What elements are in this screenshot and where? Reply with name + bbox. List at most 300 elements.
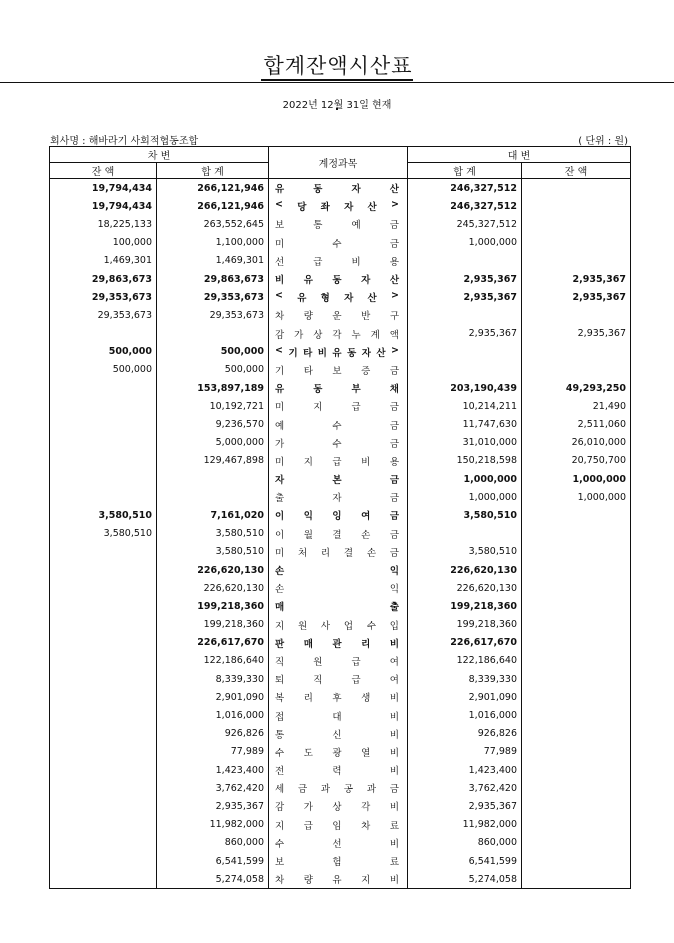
account-char: 과 (320, 784, 331, 796)
account-char: 잉 (332, 511, 342, 523)
credit-total-cell: 199,218,360 (408, 616, 522, 634)
account-char: 가 (303, 802, 313, 814)
credit-balance-cell (522, 306, 631, 324)
debit-total-cell (157, 325, 269, 343)
debit-total-cell: 1,469,301 (215, 255, 264, 267)
debit-total-cell: 11,982,000 (209, 819, 264, 831)
credit-total-cell: 2,935,367 (408, 270, 522, 288)
debit-total-cell: 10,192,721 (209, 400, 264, 412)
credit-total-cell: 1,000,000 (408, 470, 522, 488)
credit-total-cell: 1,016,000 (408, 706, 522, 724)
debit-total-cell: 226,620,130 (203, 582, 264, 594)
account-char: 본 (332, 475, 342, 487)
account-name-cell (269, 525, 408, 543)
debit-balance-cell (50, 670, 157, 688)
account-char: 도 (303, 747, 313, 759)
account-char: 자 (361, 347, 371, 359)
debit-total-cell: 3,762,420 (215, 782, 264, 794)
credit-balance-cell (522, 779, 631, 797)
account-char: 미 (275, 402, 285, 414)
account-char: 금 (389, 365, 399, 377)
account-char: 지 (275, 620, 285, 632)
debit-balance-header: 잔 액 (50, 163, 157, 179)
account-char: 통 (275, 729, 285, 741)
account-char: 보 (275, 857, 285, 869)
debit-total-cell: 226,617,670 (197, 637, 264, 649)
credit-balance-cell (522, 688, 631, 706)
credit-total-cell: 246,327,512 (408, 197, 522, 215)
account-char: 비 (389, 802, 399, 814)
account-name-cell (269, 397, 408, 415)
account-char: 비 (389, 693, 399, 705)
account-name-cell (269, 834, 408, 852)
account-char: 리 (303, 693, 313, 705)
account-char: 비 (389, 838, 399, 850)
debit-balance-cell (50, 743, 157, 761)
account-char: 감 (275, 802, 285, 814)
credit-balance-cell: 26,010,000 (522, 434, 631, 452)
credit-balance-cell (522, 725, 631, 743)
account-char: 미 (275, 456, 285, 468)
account-name-cell (269, 797, 408, 815)
account-char: 비 (389, 747, 399, 759)
credit-balance-cell: 1,000,000 (522, 470, 631, 488)
debit-balance-cell: 100,000 (50, 234, 157, 252)
account-char: 유 (275, 184, 285, 196)
debit-total-cell: 1,423,400 (215, 764, 264, 776)
credit-balance-cell: 2,511,060 (522, 415, 631, 433)
account-char: 료 (389, 857, 399, 869)
credit-total-cell: 246,327,512 (408, 179, 522, 198)
debit-balance-cell: 19,794,434 (50, 197, 157, 215)
account-name-cell (269, 452, 408, 470)
account-char: 료 (389, 820, 399, 832)
credit-total-cell: 77,989 (408, 743, 522, 761)
account-char: 액 (389, 329, 399, 341)
debit-balance-cell: 18,225,133 (50, 215, 157, 233)
credit-balance-cell: 2,935,367 (522, 325, 631, 343)
account-char: 차 (275, 875, 285, 887)
account-char: 판 (275, 638, 285, 650)
account-char: 동 (313, 384, 323, 396)
account-char: 금 (389, 529, 399, 541)
debit-total-cell: 226,620,130 (197, 564, 264, 576)
credit-balance-cell (522, 215, 631, 233)
credit-balance-cell (522, 179, 631, 198)
table-row (50, 616, 631, 634)
account-char: 부 (351, 384, 361, 396)
account-char: 과 (366, 784, 376, 796)
table-row (50, 234, 631, 252)
credit-balance-cell (522, 652, 631, 670)
credit-total-cell: 199,218,360 (408, 597, 522, 615)
account-char: 비 (275, 275, 285, 287)
debit-balance-cell (50, 852, 157, 870)
credit-balance-cell (522, 543, 631, 561)
account-name-cell (269, 215, 408, 233)
debit-total-cell: 129,467,898 (203, 455, 264, 467)
account-char: 반 (361, 311, 371, 323)
credit-balance-cell: 21,490 (522, 397, 631, 415)
account-char: 손 (361, 529, 371, 541)
account-char: 형 (320, 293, 330, 305)
debit-balance-cell (50, 561, 157, 579)
table-row (50, 343, 631, 361)
account-name-cell (269, 434, 408, 452)
credit-balance-header: 잔 액 (522, 163, 631, 179)
account-char: 유 (332, 347, 342, 359)
account-char: 금 (389, 475, 399, 487)
table-row (50, 561, 631, 579)
table-row (50, 379, 631, 397)
account-char: 금 (389, 238, 399, 250)
table-row (50, 397, 631, 415)
account-char: 급 (351, 656, 361, 668)
table-row (50, 452, 631, 470)
account-char: 직 (313, 675, 323, 687)
account-char: 력 (332, 766, 342, 778)
account-char: 세 (275, 784, 285, 796)
debit-total-cell: 153,897,189 (197, 382, 264, 394)
credit-balance-cell (522, 634, 631, 652)
account-char: 매 (303, 638, 313, 650)
account-name-cell (269, 288, 408, 306)
account-char: 수 (332, 420, 342, 432)
table-row (50, 415, 631, 433)
account-char: 임 (332, 820, 342, 832)
account-char: > (390, 290, 399, 302)
account-char: 동 (332, 275, 342, 287)
debit-balance-cell (50, 779, 157, 797)
credit-total-cell: 1,000,000 (408, 488, 522, 506)
credit-total-cell: 5,274,058 (408, 870, 522, 889)
credit-total-cell: 2,935,367 (408, 797, 522, 815)
credit-total-cell: 3,580,510 (408, 506, 522, 524)
account-char: 비 (389, 638, 399, 650)
table-row (50, 543, 631, 561)
debit-balance-cell (50, 452, 157, 470)
account-char: 당 (297, 202, 307, 214)
account-char: 계 (370, 329, 380, 341)
table-row (50, 688, 631, 706)
account-char: 통 (313, 220, 323, 232)
debit-balance-cell: 500,000 (50, 343, 157, 361)
account-char: 보 (275, 220, 285, 232)
account-char: 손 (275, 566, 285, 578)
account-char: 좌 (320, 202, 330, 214)
credit-balance-cell (522, 343, 631, 361)
account-char: 자 (351, 184, 361, 196)
account-name-cell (269, 197, 408, 215)
account-char: 유 (303, 275, 313, 287)
table-row (50, 652, 631, 670)
credit-total-cell: 226,620,130 (408, 579, 522, 597)
table-row (50, 179, 631, 198)
credit-total-header: 합 계 (408, 163, 522, 179)
account-name-cell (269, 543, 408, 561)
credit-total-cell: 2,935,367 (408, 325, 522, 343)
account-char: < (275, 290, 283, 302)
debit-total-cell: 5,000,000 (215, 437, 264, 449)
account-char: 월 (303, 529, 313, 541)
debit-total-cell: 266,121,946 (197, 182, 264, 194)
account-char: 유 (297, 293, 307, 305)
account-char: 여 (389, 656, 399, 668)
debit-balance-cell (50, 706, 157, 724)
credit-total-cell: 3,580,510 (408, 543, 522, 561)
debit-balance-cell (50, 652, 157, 670)
account-char: 입 (389, 620, 399, 632)
account-char: 각 (332, 329, 342, 341)
debit-balance-cell (50, 470, 157, 488)
account-char: 자 (344, 202, 354, 214)
debit-balance-cell (50, 725, 157, 743)
account-char: 여 (361, 511, 371, 523)
table-row (50, 816, 631, 834)
account-char: 사 (320, 620, 331, 632)
account-char: 대 (332, 711, 342, 723)
debit-total-cell: 3,580,510 (215, 528, 264, 540)
debit-total-cell: 8,339,330 (215, 673, 264, 685)
account-name-cell (269, 561, 408, 579)
account-char: 익 (389, 566, 399, 578)
account-char: 금 (389, 220, 399, 232)
account-char: 금 (389, 547, 399, 559)
table-row (50, 579, 631, 597)
account-char: 접 (275, 711, 285, 723)
account-char: 구 (389, 311, 399, 323)
debit-balance-cell: 3,580,510 (50, 525, 157, 543)
account-char: 결 (343, 547, 354, 559)
account-name-cell (269, 670, 408, 688)
account-name-cell (269, 179, 408, 198)
debit-total-cell: 29,353,673 (203, 291, 264, 303)
table-row (50, 634, 631, 652)
account-name-cell (269, 725, 408, 743)
debit-balance-cell (50, 579, 157, 597)
debit-total-cell: 6,541,599 (215, 855, 264, 867)
debit-balance-cell (50, 379, 157, 397)
table-row (50, 597, 631, 615)
account-name-cell (269, 597, 408, 615)
unit-label: ( 단위 : 원) (578, 136, 628, 147)
account-char: 량 (303, 875, 313, 887)
account-name-cell (269, 270, 408, 288)
account-name-cell (269, 579, 408, 597)
credit-balance-cell (522, 252, 631, 270)
account-char: 수 (275, 747, 285, 759)
credit-total-cell: 8,339,330 (408, 670, 522, 688)
account-char: 출 (389, 602, 399, 614)
debit-total-cell: 29,863,673 (203, 273, 264, 285)
account-name-cell (269, 706, 408, 724)
credit-total-cell: 203,190,439 (408, 379, 522, 397)
credit-balance-cell (522, 579, 631, 597)
debit-total-cell: 5,274,058 (157, 870, 269, 889)
table-row (50, 270, 631, 288)
account-name-cell (269, 252, 408, 270)
account-char: 기 (288, 347, 298, 359)
account-char: 복 (275, 693, 285, 705)
account-char: > (390, 199, 399, 211)
credit-balance-cell (522, 761, 631, 779)
account-char: 용 (389, 256, 399, 268)
account-char: 가 (275, 438, 285, 450)
account-char: 손 (275, 584, 285, 596)
debit-total-cell: 500,000 (220, 346, 264, 358)
account-char: 매 (275, 602, 285, 614)
account-char: 리 (361, 638, 371, 650)
credit-total-cell: 1,000,000 (408, 234, 522, 252)
account-name-cell (269, 306, 408, 324)
credit-total-cell: 2,935,367 (408, 288, 522, 306)
account-char: 비 (389, 711, 399, 723)
debit-balance-cell (50, 597, 157, 615)
account-char: 수 (332, 238, 342, 250)
account-char: 지 (313, 402, 323, 414)
debit-balance-cell: 1,469,301 (50, 252, 157, 270)
company-name: 회사명 : 해바라기 사회적협동조합 (50, 136, 199, 147)
debit-total-cell: 2,901,090 (215, 691, 264, 703)
credit-balance-cell (522, 706, 631, 724)
account-char: 관 (332, 638, 342, 650)
debit-total-cell: 500,000 (224, 364, 264, 376)
account-char: 금 (389, 438, 399, 450)
trial-balance-table (49, 146, 631, 889)
account-char: 감 (275, 329, 285, 341)
account-char: 미 (275, 547, 285, 559)
account-char: 여 (389, 675, 399, 687)
account-char: 급 (332, 456, 342, 468)
credit-balance-cell: 1,000,000 (522, 488, 631, 506)
credit-total-cell: 11,982,000 (408, 816, 522, 834)
table-row (50, 252, 631, 270)
credit-total-cell: 1,423,400 (408, 761, 522, 779)
account-char: 증 (361, 365, 371, 377)
account-char: 자 (332, 493, 342, 505)
credit-total-cell: 122,186,640 (408, 652, 522, 670)
account-name-cell (269, 634, 408, 652)
debit-balance-cell (50, 816, 157, 834)
credit-balance-cell (522, 597, 631, 615)
credit-balance-cell: 2,935,367 (522, 270, 631, 288)
account-char: 금 (389, 420, 399, 432)
debit-header: 차 변 (50, 147, 269, 163)
credit-total-cell: 31,010,000 (408, 434, 522, 452)
credit-balance-cell (522, 670, 631, 688)
account-char: 산 (389, 275, 399, 287)
account-char: 산 (367, 293, 377, 305)
account-char: 예 (275, 420, 285, 432)
debit-balance-cell (50, 634, 157, 652)
account-char: < (275, 199, 283, 211)
account-char: 동 (347, 347, 357, 359)
debit-balance-cell: 29,863,673 (50, 270, 157, 288)
account-header: 계정과목 (269, 147, 408, 179)
debit-total-cell: 2,935,367 (215, 800, 264, 812)
table-row (50, 670, 631, 688)
account-char: 수 (275, 838, 285, 850)
page-title: 합계잔액시산표 (0, 50, 674, 107)
table-body (50, 179, 631, 889)
debit-total-cell: 3,580,510 (215, 546, 264, 558)
account-char: 수 (332, 438, 342, 450)
account-char: 동 (313, 184, 323, 196)
table-row (50, 197, 631, 215)
account-char: 수 (366, 620, 376, 632)
account-char: 급 (351, 402, 361, 414)
account-char: 손 (366, 547, 376, 559)
table-row (50, 506, 631, 524)
table-row (50, 706, 631, 724)
debit-total-cell: 860,000 (224, 837, 264, 849)
account-name-cell (269, 506, 408, 524)
account-char: 산 (389, 184, 399, 196)
table-row (50, 761, 631, 779)
table-row (50, 488, 631, 506)
account-char: 타 (303, 365, 313, 377)
credit-balance-cell (522, 852, 631, 870)
account-name-cell (269, 488, 408, 506)
debit-total-cell: 29,353,673 (209, 309, 264, 321)
account-char: 선 (275, 256, 285, 268)
credit-total-cell: 860,000 (408, 834, 522, 852)
account-char: 업 (343, 620, 354, 632)
credit-total-cell: 11,747,630 (408, 415, 522, 433)
account-char: 금 (389, 402, 399, 414)
account-char: 산 (376, 347, 386, 359)
account-char: 자 (275, 475, 285, 487)
credit-balance-cell: 20,750,700 (522, 452, 631, 470)
account-char: 차 (361, 820, 371, 832)
credit-total-cell: 150,218,598 (408, 452, 522, 470)
table-row (50, 215, 631, 233)
debit-balance-cell (50, 325, 157, 343)
account-char: 처 (297, 547, 308, 559)
account-char: 익 (389, 584, 399, 596)
credit-total-cell: 3,762,420 (408, 779, 522, 797)
debit-total-cell: 77,989 (230, 746, 264, 758)
debit-balance-cell: 3,580,510 (50, 506, 157, 524)
credit-total-cell (408, 343, 522, 361)
account-char: 급 (313, 256, 323, 268)
credit-balance-cell (522, 834, 631, 852)
credit-total-cell: 2,901,090 (408, 688, 522, 706)
account-char: 채 (389, 384, 399, 396)
debit-balance-cell (50, 761, 157, 779)
account-char: 직 (275, 656, 285, 668)
account-name-cell (269, 470, 408, 488)
account-char: 지 (303, 456, 313, 468)
debit-balance-cell (50, 688, 157, 706)
account-char: 결 (332, 529, 342, 541)
account-char: 광 (332, 747, 342, 759)
debit-balance-cell: 29,353,673 (50, 288, 157, 306)
table-row (50, 834, 631, 852)
account-char: 출 (275, 493, 285, 505)
account-name-cell (269, 688, 408, 706)
account-char: 비 (389, 766, 399, 778)
account-name-cell (269, 652, 408, 670)
table-row (50, 725, 631, 743)
account-char: 익 (303, 511, 313, 523)
debit-balance-cell (50, 434, 157, 452)
credit-balance-cell (522, 816, 631, 834)
debit-balance-cell: 500,000 (50, 361, 157, 379)
credit-balance-cell (522, 743, 631, 761)
table-row (50, 306, 631, 324)
table-row (50, 525, 631, 543)
